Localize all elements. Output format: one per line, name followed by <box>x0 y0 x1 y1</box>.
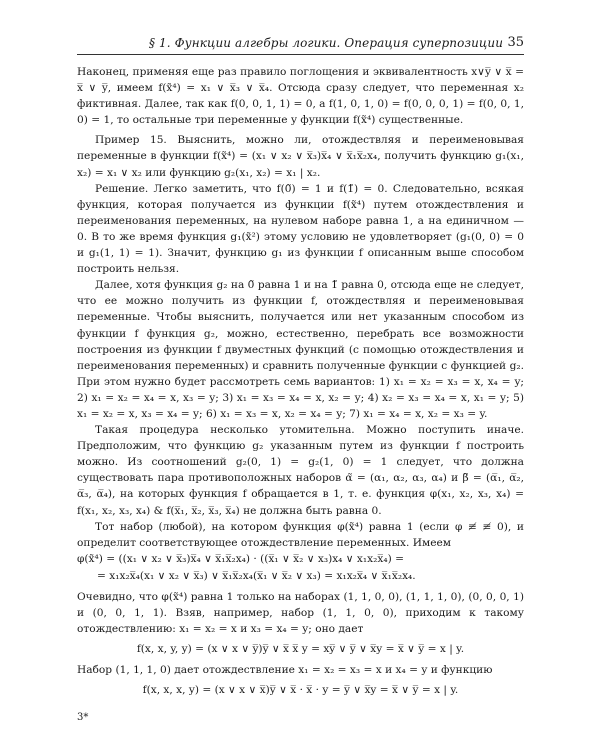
paragraph-solution: Решение. Легко заметить, что f(0̃) = 1 и f(1̃) = 0. Следовательно, всякая функция, которая получается из функции f(x̃⁴) путем отождествления и переименования переменных, на нулевом наборе равна 1, а на единичном — 0. В то же время функция g₁(x̃²) этому условию не удовлетворяет (g₁(0, 0) = 0 и g₁(1, 1) = 1). Значит, функцию g₁ из функции f описанным выше способом построить нельзя. <box>77 182 524 276</box>
paragraph-variants: Далее, хотя функция g₂ на 0̃ равна 1 и на 1̃ равна 0, отсюда еще не следует, что ее можно получить из функции f, отождествляя и переименовывая переменные. Чтобы выяснить, получается или нет указанным способом из функции f функция g₂, можно, естественно, перебрать все возможности построения из функции f двуместных функций (с помощью отождествления и переименования переменных) и сравнить полученные функции с функцией g₂. При этом нужно будет рассмотреть семь вариантов: 1) x₁ = x₂ = x₃ = x, x₄ = y; 2) x₁ = x₂ = x₄ = x, x₃ = y; 3) x₁ = x₃ = x₄ = x, x₂ = y; 4) x₂ = x₃ = x₄ = x, x₁ = y; 5) x₁ = x₂ = x, x₃ = x₄ = y; 6) x₁ = x₃ = x, x₂ = x₄ = y; 7) x₁ = x₄ = x, x₂ = x₃ = y. <box>77 279 524 420</box>
page-number: 35 <box>507 35 524 50</box>
page-header <box>77 32 524 55</box>
signature-mark: 3* <box>77 712 89 723</box>
formula-phi-line-1: φ(x̃⁴) = ((x₁ ∨ x₂ ∨ x̅₃)x̅₄ ∨ x̅₁x̅₂x₄) · ((x̅₁ ∨ x̅₂ ∨ x₃)x₄ ∨ x₁x₂x̅₄) = <box>77 552 404 565</box>
paragraph-conclusion: Наконец, применяя еще раз правило поглощения и эквивалентность x∨y̅ ∨ x̅ = x̅ ∨ y̅, имеем f(x̃⁴) = x₁ ∨ x̅₃ ∨ x̅₄. Отсюда сразу следует, что переменная x₂ фиктивная. Далее, так как f(0, 0, 1, 1) = 0, а f(1, 0, 1, 0) = f(0, 0, 0, 1) = f(0, 0, 1, 0) = 1, то остальные три переменные у функции f(x̃⁴) существенные. <box>77 66 524 127</box>
paragraph-example-15: Пример 15. Выяснить, можно ли, отождествляя и переименовывая переменные в функции f(x̃⁴) = (x₁ ∨ x₂ ∨ x̅₃)x̅₄ ∨ x̅₁x̅₂x₄, получить функцию g₁(x₁, x₂) = x₁ ∨ x₂ или функцию g₂(x₁, x₂) = x₁ | x₂. <box>77 134 524 179</box>
formula-f-xxyy: f(x, x, y, y) = (x ∨ x ∨ y̅)y̅ ∨ x̅ x̅ y = xy̅ ∨ y̅ ∨ x̅y = x̅ ∨ y̅ = x | y. <box>136 643 465 656</box>
formula-phi-line-2: = x₁x₂x̅₄(x₁ ∨ x₂ ∨ x̅₃) ∨ x̅₁x̅₂x₄(x̅₁ ∨ x̅₂ ∨ x₃) = x₁x₂x̅₄ ∨ x̅₁x̅₂x₄. <box>97 569 416 582</box>
paragraph-alternative: Такая процедура несколько утомительна. Можно поступить иначе. Предположим, что функцию g₂ указанным путем из функции f построить можно. Из соотношений g₂(0, 1) = g₂(1, 0) = 1 следует, что должна существовать пара противоположных наборов α̃ = (α₁, α₂, α₃, α₄) и β̃ = (α̅₁, α̅₂, α̅₃, α̅₄), на которых функция f обращается в 1, т. е. функция φ(x₁, x₂, x₃, x₄) = f(x₁, x₂, x₃, x₄) & f(x̅₁, x̅₂, x̅₃, x̅₄) не должна быть равна 0. <box>77 424 524 517</box>
paragraph-phi-sets: Очевидно, что φ(x̃⁴) равна 1 только на наборах (1, 1, 0, 0), (1, 1, 1, 0), (0, 0, 0, 1) и (0, 0, 1, 1). Взяв, например, набор (1, 1, 0, 0), приходим к такому отождествлению: x₁ = x₂ = x и x₃ = x₄ = y; оно дает <box>77 590 524 635</box>
paragraph-set-1110: Набор (1, 1, 1, 0) дает отождествление x₁ = x₂ = x₃ = x и x₄ = y и функцию <box>77 664 493 677</box>
formula-f-xxxy: f(x, x, x, y) = (x ∨ x ∨ x̅)y̅ ∨ x̅ · x̅ · y = y̅ ∨ x̅y = x̅ ∨ y̅ = x | y. <box>142 684 459 697</box>
paragraph-phi-intro: Тот набор (любой), на котором функция φ(x̃⁴) равна 1 (если φ ≢ ≢ 0), и определит соответствующее отождествление переменных. Имеем <box>77 520 524 549</box>
running-title: § 1. Функции алгебры логики. Операция суперпозиции <box>149 36 504 50</box>
page-body <box>77 64 524 703</box>
